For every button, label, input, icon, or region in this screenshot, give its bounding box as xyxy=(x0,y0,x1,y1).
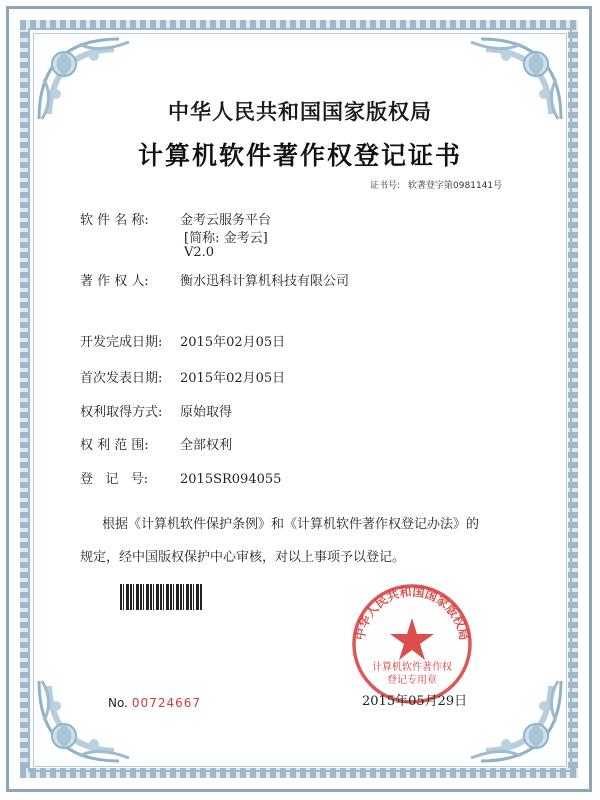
seal-text-line-1: 计算机软件著作权 xyxy=(372,662,452,673)
serial-number-label: No. xyxy=(108,696,128,710)
statement-line-2: 规定，经中国版权保护中心审核，对以上事项予以登记。 xyxy=(80,550,406,565)
scope-value: 全部权利 xyxy=(180,438,233,453)
certificate-title: 计算机软件著作权登记证书 xyxy=(137,141,462,170)
pub-date-label: 首次发表日期: xyxy=(80,371,163,386)
seal-text-line-2: 登记专用章 xyxy=(387,675,437,686)
reg-no-value: 2015SR094055 xyxy=(180,472,282,487)
serial-number-value: 00724667 xyxy=(131,696,201,710)
software-name-value: 金考云服务平台 xyxy=(180,213,272,228)
software-version: V2.0 xyxy=(184,245,215,260)
acquire-label: 权利取得方式: xyxy=(80,405,163,420)
statement-line-1: 根据《计算机软件保护条例》和《计算机软件著作权登记办法》的 xyxy=(102,517,480,532)
certificate-number-label: 证书号: xyxy=(370,181,401,191)
certificate-number-value: 软著登字第0981141号 xyxy=(408,181,503,191)
acquire-value: 原始取得 xyxy=(180,405,233,420)
acquire-row xyxy=(80,401,232,420)
scope-label: 权 利 范 围: xyxy=(80,438,149,453)
software-name-row xyxy=(80,209,271,228)
serial-number xyxy=(108,696,201,710)
software-name-label: 软 件 名 称: xyxy=(80,213,149,228)
software-short-name: [简称: 金考云] xyxy=(184,231,268,246)
owner-value: 衡水迅科计算机科技有限公司 xyxy=(180,274,350,289)
owner-label: 著 作 权 人: xyxy=(80,274,149,289)
dev-date-label: 开发完成日期: xyxy=(80,335,163,350)
reg-no-label: 登 记 号: xyxy=(80,472,149,487)
dev-date-value: 2015年02月05日 xyxy=(180,335,286,350)
owner-row xyxy=(80,270,349,289)
scope-row xyxy=(80,434,232,453)
pub-date-row xyxy=(80,367,285,386)
pub-date-value: 2015年02月05日 xyxy=(180,371,286,386)
dev-date-row xyxy=(80,331,285,350)
barcode xyxy=(120,584,202,610)
issue-date: 2015年05月29日 xyxy=(362,694,468,709)
corner-ornament-icon xyxy=(34,676,144,766)
issuer-title: 中华人民共和国国家版权局 xyxy=(168,99,432,124)
certificate-number xyxy=(370,178,510,191)
official-seal xyxy=(350,582,474,706)
reg-no-row xyxy=(80,468,281,487)
seal-ring-text: 中华人民共和国国家版权局 xyxy=(352,584,472,642)
